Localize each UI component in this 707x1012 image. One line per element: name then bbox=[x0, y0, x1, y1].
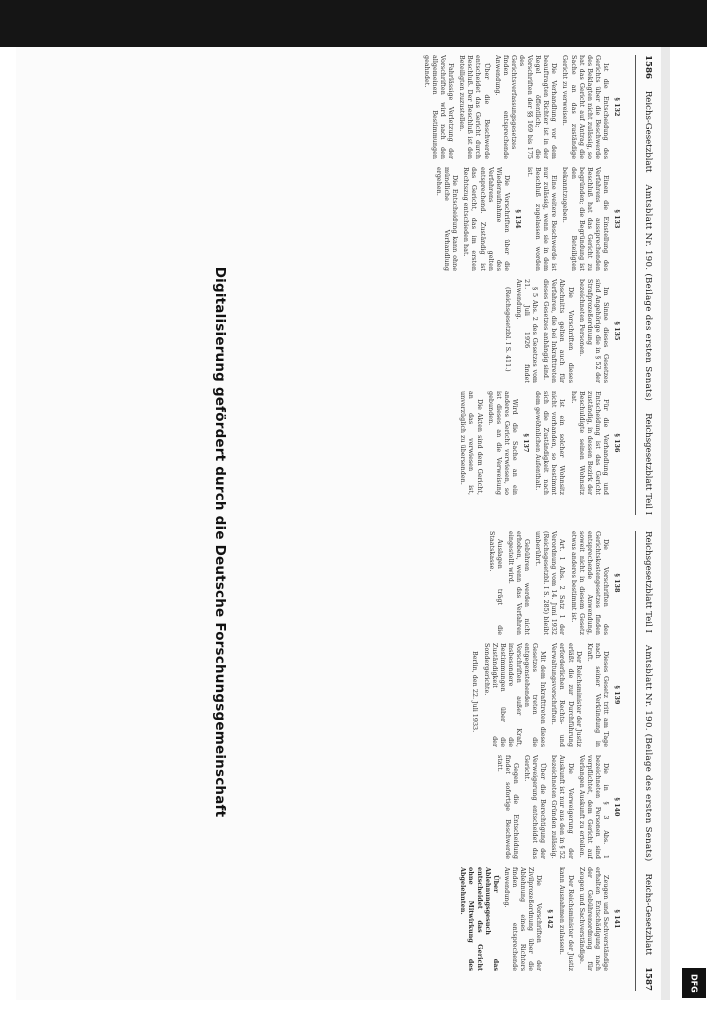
section-heading: § 137 bbox=[522, 433, 531, 453]
section-heading: § 136 bbox=[613, 433, 621, 453]
section-heading: § 132 bbox=[613, 97, 621, 117]
paragraph: Mit dem Inkrafttreten dieses Gesetzes treten die entgegenstehenden Vorschriften außer Kraft, insbesondere die Bestimmungen über die Zuständigkeit der Sondergerichte. bbox=[482, 643, 548, 747]
funding-note: Digitalisierung gefördert durch die Deutsche Forschungsgemeinschaft bbox=[212, 266, 228, 818]
rotated-spread bbox=[16, 47, 661, 1000]
paragraph: Die Vorschriften der Zivilprozeßordnung über die Ablehnung eines Richters finden entsprechende Anwendung. bbox=[502, 867, 544, 971]
paragraph: Der Reichsminister der Justiz kann Ausnahmen zulassen. bbox=[558, 867, 575, 971]
publication-right: Reichs-Gesetzblatt bbox=[643, 873, 653, 956]
paragraph: Für die Verhandlung und Entscheidung ist das Gericht zuständig, in dessen Bezirk der Beschuldigte seinen Wohnsitz hat. bbox=[569, 391, 610, 495]
paragraph: Über die Beschwerde entscheidet das Gericht durch Beschluß. Der Beschluß ist den Beteiligten zuzustellen. bbox=[458, 55, 491, 159]
section-right: Reichsgesetzblatt Teil I bbox=[643, 531, 653, 633]
section-heading: § 138 bbox=[613, 573, 621, 593]
paragraph: Eine weitere Beschwerde ist nur zulässig, wenn sie in dem Beschluß zugelassen worden ist. bbox=[526, 167, 559, 271]
text-column-8 bbox=[65, 867, 625, 971]
paragraph: Ist ein solcher Wohnsitz nicht vorhanden, so bestimmt sich die Zuständigkeit nach dem gewöhnlichen Aufenthalt. bbox=[534, 391, 567, 495]
paragraph: Zeugen und Sachverständige erhalten Entschädigung nach der Gebührenordnung für Zeugen und Sachverständige. bbox=[577, 867, 610, 971]
header-rule-right bbox=[635, 531, 636, 991]
text-column-2 bbox=[65, 167, 625, 271]
paragraph: Wird die Sache an ein anderes Gericht verwiesen, so ist dieses an die Verweisung gebunden. bbox=[486, 391, 519, 495]
section-heading: § 140 bbox=[613, 797, 621, 817]
section-heading: § 141 bbox=[613, 909, 621, 929]
header-right bbox=[635, 523, 661, 999]
text-column-6 bbox=[65, 643, 625, 747]
paragraph: Die Verhandlung vor dem beauftragten Richter ist in der Regel öffentlich; die Vorschriften der §§ 169 bis 175 des Gerichtsverfassungsgesetzes finden entsprechende Anwendung. bbox=[493, 55, 559, 159]
paragraph: Gegen die Entscheidung findet sofortige Beschwerde statt. bbox=[495, 755, 520, 859]
paragraph: Die Vorschriften des Gerichtskostengesetzes finden entsprechende Anwendung, soweit nicht in diesem Gesetz etwas anderes bestimmt ist. bbox=[569, 531, 610, 635]
paragraph: Art. 1 Abs. 2 Satz 1 der Verordnung vom 14. Juni 1932 (Reichsgesetzbl. I S. 285) bleibt unberührt. bbox=[534, 531, 567, 635]
paragraph: (Reichsgesetzbl. I S. 411.) bbox=[503, 287, 512, 372]
page-edge-shadow bbox=[661, 47, 670, 1000]
paragraph: Die Verweigerung der Auskunft ist nur aus den in § 52 bezeichneten Gründen zulässig. bbox=[550, 755, 575, 859]
paragraph: Die Entscheidung kann ohne mündliche Verhandlung ergehen. bbox=[435, 167, 460, 271]
paragraph: Einen die Einstellung des Verfahrens aussprechenden Beschluß hat das Gericht zu begründen; die Begründung ist den Beteiligten bekanntzugeben. bbox=[561, 167, 610, 271]
section-heading: § 142 bbox=[546, 909, 555, 929]
paragraph: Über die Berechtigung der Verweigerung entscheidet das Gericht. bbox=[523, 755, 548, 859]
text-column-5 bbox=[65, 531, 625, 635]
section-heading: § 135 bbox=[613, 321, 621, 341]
paragraph: Die Vorschriften dieses Abschnitts gelten auch für Verfahren, die bei Inkrafttreten dieses Gesetzes anhängig sind. bbox=[542, 279, 575, 383]
header-left bbox=[635, 47, 661, 523]
text-column-4 bbox=[65, 391, 625, 495]
publication-left: Reichs-Gesetzblatt bbox=[643, 90, 653, 173]
paragraph: Dieses Gesetz tritt am Tage nach seiner Verkündung in Kraft. bbox=[585, 643, 610, 747]
title-left: Amtsblatt Nr. 190. (Beilage des ersten Senats) bbox=[643, 184, 653, 402]
paragraph: Der Reichsminister der Justiz erläßt die zur Durchführung erforderlichen Rechts- und Verwaltungsvorschriften. bbox=[550, 643, 583, 747]
paragraph: Gebühren werden nicht erhoben, wenn das Verfahren eingestellt wird. bbox=[506, 531, 532, 635]
section-heading: § 133 bbox=[613, 209, 621, 229]
title-right: Amtsblatt Nr. 190. (Beilage des ersten Senats) bbox=[643, 644, 653, 862]
top-black-bar bbox=[0, 0, 707, 47]
text-column-7 bbox=[65, 755, 625, 859]
text-column-3 bbox=[65, 279, 625, 383]
paragraph: Die Vorschriften über die Wiederaufnahme des Verfahrens gelten entsprechend. Zuständig ist das Gericht, das im ersten Rechtszug entschieden hat. bbox=[462, 167, 511, 271]
header-rule-left bbox=[635, 55, 636, 515]
paragraph: Berlin, den 22. Juli 1933. bbox=[471, 651, 480, 733]
page-number-left: 1586 bbox=[643, 55, 653, 79]
paragraph: Fahrlässige Verletzung der Vorschriften wird nach den allgemeinen Bestimmungen geahndet. bbox=[422, 55, 456, 159]
section-left: Reichsgesetzblatt Teil I bbox=[643, 413, 653, 515]
paragraph: Im Sinne dieses Gesetzes sind Angehörige die in § 52 der Strafprozeßordnung bezeichneten Personen. bbox=[577, 279, 610, 383]
paragraph: Die Akten sind dem Gericht, an das verwiesen ist, unverzüglich zu übersenden. bbox=[459, 391, 484, 495]
text-column-1 bbox=[65, 55, 625, 159]
scanned-page bbox=[16, 47, 661, 1000]
page-number-right: 1587 bbox=[643, 967, 653, 991]
section-heading: § 134 bbox=[513, 209, 522, 229]
paragraph: Auslagen trägt die Staatskasse. bbox=[487, 531, 504, 635]
paragraph: Die in § 3 Abs. 1 bezeichneten Personen sind verpflichtet, dem Gericht auf Verlangen Auskunft zu erteilen. bbox=[577, 755, 610, 859]
paragraph: Ist die Entscheidung des Gerichts über die Beschwerde des Beklagten nicht zulässig, so hat das Gericht auf Antrag die Sache an das zuständige Gericht zu verweisen. bbox=[561, 55, 610, 159]
dfg-logo: DFG bbox=[682, 968, 706, 998]
paragraph: § 5 Abs. 2 des Gesetzes vom 21. Juli 1926 findet Anwendung. bbox=[514, 279, 540, 383]
section-heading: § 139 bbox=[613, 685, 621, 705]
paragraph: Über das Ablehnungsgesuch entscheidet das Gericht ohne Mitwirkung des Abgelehnten. bbox=[459, 867, 500, 971]
